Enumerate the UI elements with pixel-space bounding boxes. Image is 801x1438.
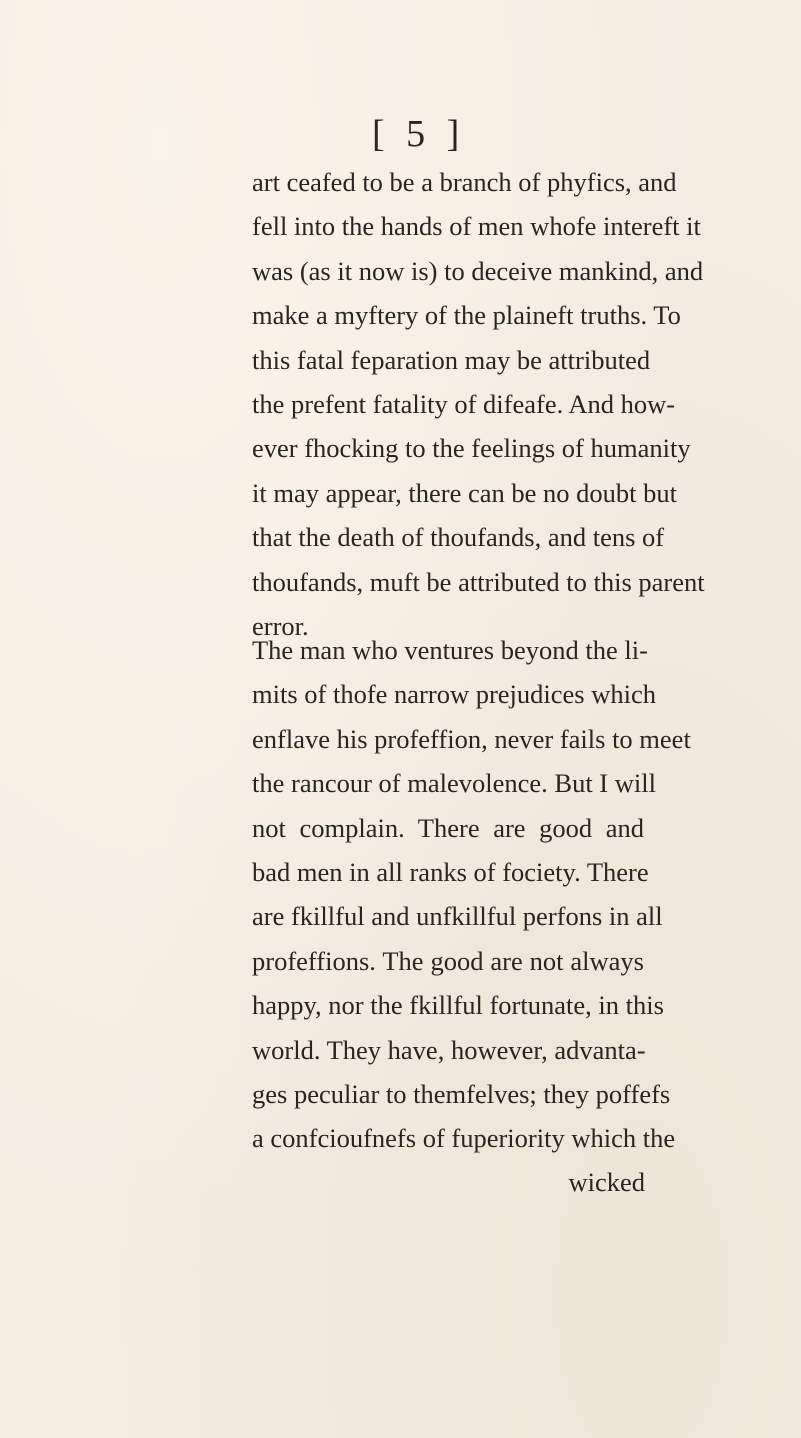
text-line: not complain. There are good and — [252, 812, 644, 843]
text-line: world. They have, however, advanta- — [252, 1034, 646, 1065]
text-line: ges peculiar to themfelves; they poffefs — [252, 1078, 671, 1109]
text-line: mits of thofe narrow prejudices which — [252, 679, 657, 710]
text-line: it may appear, there can be no doubt but — [252, 477, 677, 508]
text-line: profeffions. The good are not always — [252, 945, 644, 976]
text-line: thoufands, muft be attributed to this parent — [252, 566, 705, 597]
text-line: that the death of thoufands, and tens of — [252, 522, 665, 553]
text-line: ever fhocking to the feelings of humanity — [252, 433, 691, 464]
text-line: fell into the hands of men whofe intereft it — [252, 211, 701, 242]
text-line: a confcioufnefs of fuperiority which the — [252, 1123, 676, 1154]
text-line: The man who ventures beyond the li- — [252, 635, 648, 665]
text-line: the prefent fatality of difeafe. And how- — [252, 388, 676, 419]
text-line: the rancour of malevolence. But I will — [252, 768, 656, 799]
text-line: this fatal feparation may be attributed — [252, 344, 651, 375]
text-line: art ceafed to be a branch of phyfics, and — [252, 167, 677, 197]
text-line: enflave his profeffion, never fails to meet — [252, 723, 691, 754]
text-line: bad men in all ranks of fociety. There — [252, 856, 649, 887]
text-line: make a myftery of the plaineft truths. To — [252, 300, 681, 331]
text-line: happy, nor the fkillful fortunate, in this — [252, 990, 664, 1021]
paragraph-1 — [252, 160, 705, 648]
catchword: wicked — [568, 1167, 645, 1197]
text-line: are fkillful and unfkillful perfons in all — [252, 901, 663, 932]
text-line: error. — [252, 610, 309, 641]
paragraph-2 — [252, 628, 691, 1161]
text-line: was (as it now is) to deceive mankind, and — [252, 255, 704, 286]
page-number: [ 5 ] — [372, 113, 466, 155]
